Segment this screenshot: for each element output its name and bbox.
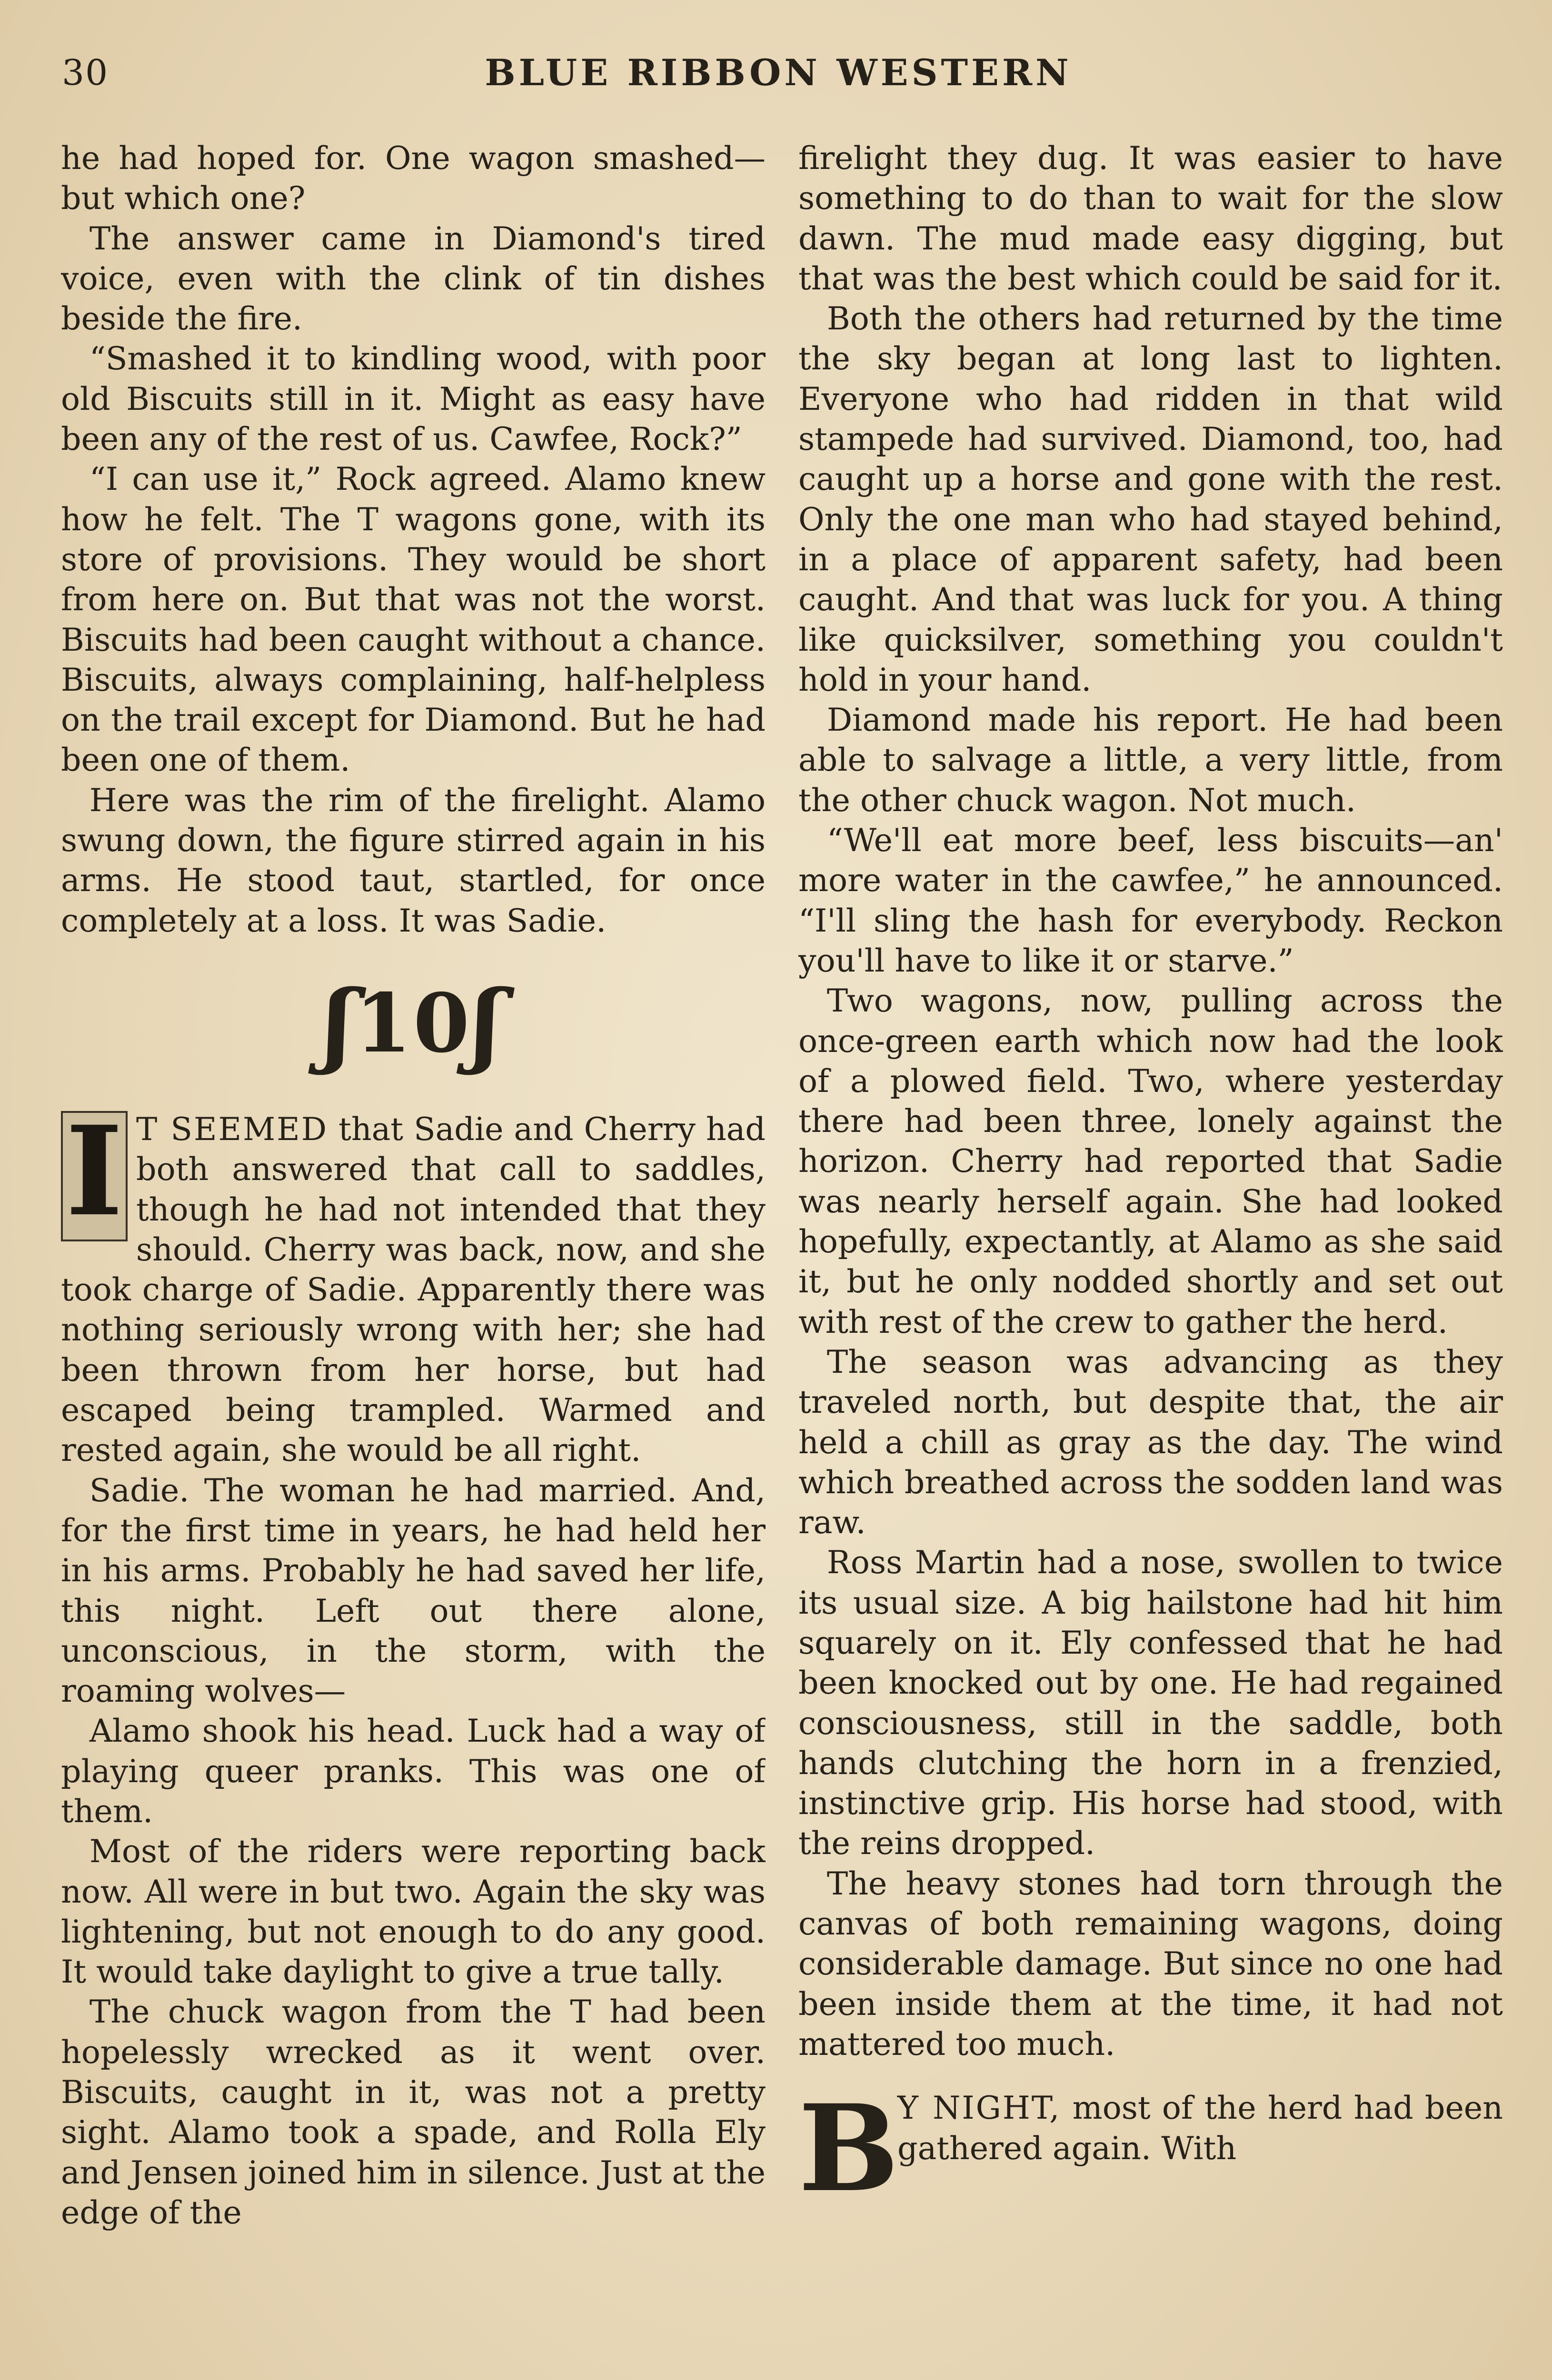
lead-in: T SEEMED: [136, 1110, 328, 1148]
paragraph: “I can use it,” Rock agreed. Alamo knew how he felt. The T wagons gone, with its store of provisions. They would be short from here on. But that was not the worst. Biscuits had been caught without a chance. Biscuits, always complaining, half-helpless on the trail except for Diamond. But he had been one of them.: [61, 460, 766, 779]
paragraph: The heavy stones had torn through the canvas of both remaining wagons, doing considerable damage. But since no one had been inside them at the time, it had not mattered too much.: [798, 1864, 1503, 2063]
paragraph: Here was the rim of the firelight. Alamo swung down, the figure stirred again in his arms. He stood taut, startled, for once completely at a loss. It was Sadie.: [61, 781, 766, 939]
paragraph: Both the others had returned by the time the sky began at long last to lighten. Everyone who had ridden in that wild stampede had survived. Diamond, too, had caught up a horse and gone with the rest. Only the one man who had stayed behind, in a place of apparent safety, had been caught. And that was luck for you. A thing like quicksilver, something you couldn't hold in your hand.: [798, 300, 1503, 698]
section-opening-paragraph: [798, 2078, 1503, 2219]
paragraph-text: most of the herd had been gathered again. With: [897, 2089, 1503, 2167]
page-header: [57, 47, 1500, 99]
chapter-opening-paragraph: [61, 1099, 766, 1470]
paragraph: Alamo shook his head. Luck had a way of playing queer pranks. This was one of them.: [61, 1712, 766, 1830]
ornament-swash-right: ʃ: [471, 970, 504, 1076]
ornament-swash-left: ʃ: [323, 970, 355, 1076]
paragraph: Diamond made his report. He had been able to salvage a little, a very little, from the other chuck wagon. Not much.: [798, 701, 1503, 819]
drop-cap: B: [798, 2078, 899, 2219]
lead-in: Y NIGHT,: [897, 2089, 1061, 2127]
drop-cap: I: [61, 1111, 128, 1241]
paragraph: Two wagons, now, pulling across the once-green earth which now had the look of a plowed field. Two, where yesterday there had been three, lonely against the horizon. Cherry had reported that Sadie was nearly herself again. She had looked hopefully, expectantly, at Alamo as she said it, but he only nodded shortly and set out with rest of the crew to gather the herd.: [798, 982, 1503, 1340]
paragraph: The chuck wagon from the T had been hopelessly wrecked as it went over. Biscuits, caught in it, was not a pretty sight. Alamo took a spade, and Rolla Ely and Jensen joined him in silence. Just at the edge of the: [61, 1993, 766, 2231]
left-column: [61, 138, 766, 2380]
paragraph: Sadie. The woman he had married. And, for the first time in years, he had held her in his arms. Probably he had saved her life, this night. Left out there alone, unconscious, in the storm, with the roaming wolves—: [61, 1471, 766, 1710]
chapter-heading: [61, 952, 766, 1095]
paragraph: The season was advancing as they traveled north, but despite that, the air held a chill as gray as the day. The wind which breathed across the sodden land was raw.: [798, 1343, 1503, 1541]
paragraph: he had hoped for. One wagon smashed—but which one?: [61, 139, 766, 217]
paragraph: firelight they dug. It was easier to have something to do than to wait for the slow dawn. The mud made easy digging, but that was the best which could be said for it.: [798, 139, 1503, 297]
paragraph-text: that Sadie and Cherry had both answered that call to saddles, though he had not intended that they should. Cherry was back, now, and she took charge of Sadie. Apparently there was nothing seriously wrong with her; she had been thrown from her horse, but had escaped being trampled. Warmed and rested again, she would be all right.: [61, 1110, 766, 1469]
running-title: BLUE RIBBON WESTERN: [485, 51, 1072, 94]
page-number: 30: [62, 52, 109, 93]
paragraph: “We'll eat more beef, less biscuits—an' more water in the cawfee,” he announced. “I'll sling the hash for everybody. Reckon you'll have to like it or starve.”: [798, 822, 1503, 979]
paragraph: “Smashed it to kindling wood, with poor old Biscuits still in it. Might as easy have been any of the rest of us. Cawfee, Rock?”: [61, 340, 766, 458]
right-column: [798, 138, 1503, 2380]
chapter-number: 10: [355, 975, 472, 1071]
paragraph: The answer came in Diamond's tired voice, even with the clink of tin dishes beside the fire.: [61, 219, 766, 337]
paragraph: Most of the riders were reporting back now. All were in but two. Again the sky was lightening, but not enough to do any good. It would take daylight to give a true tally.: [61, 1833, 766, 1991]
paragraph: Ross Martin had a nose, swollen to twice its usual size. A big hailstone had hit him squarely on it. Ely confessed that he had been knocked out by one. He had regained consciousness, still in the saddle, both hands clutching the horn in a frenzied, instinctive grip. His horse had stood, with the reins dropped.: [798, 1544, 1503, 1862]
